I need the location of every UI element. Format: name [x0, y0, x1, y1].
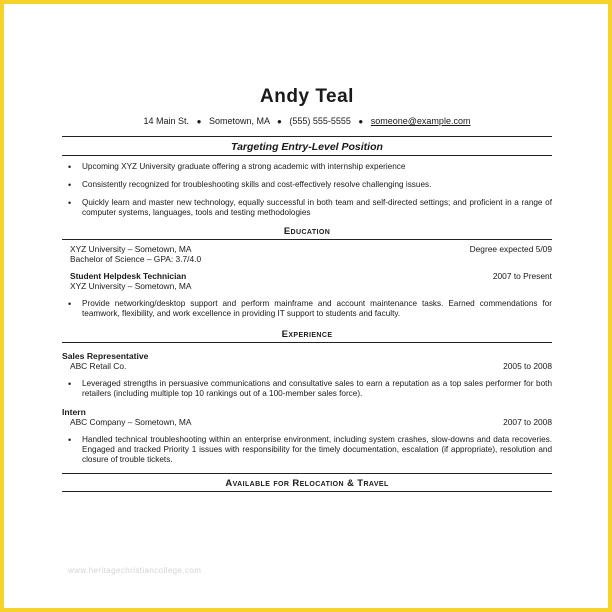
job-bullet: • Handled technical troubleshooting within an enterprise environment, including system crashes, slow-downs and data recoveries. Engaged and tracked Priority 1 issues with responsibility for the timely documentation, escalation (if appropriate), resolution and closure of trouble tickets.: [62, 435, 552, 465]
helpdesk-date: 2007 to Present: [492, 271, 552, 281]
job-title: Sales Representative: [62, 351, 149, 361]
separator-dot-icon: ●: [196, 117, 202, 126]
address: 14 Main St.: [143, 116, 190, 126]
job-company: ABC Retail Co.: [70, 361, 127, 371]
city: Sometown, MA: [208, 116, 270, 126]
helpdesk-bullet: • Provide networking/desktop support and perform mainframe and account maintenance tasks. Earned commendations for teamwork, flexibility, and work excellence in providing IT support to students and faculty.: [62, 299, 552, 319]
job-title: Intern: [62, 407, 86, 417]
helpdesk-title: Student Helpdesk Technician: [70, 271, 187, 281]
helpdesk-bullets: [62, 299, 552, 319]
job-company: ABC Company – Sometown, MA: [70, 417, 192, 427]
separator-dot-icon: ●: [276, 117, 282, 126]
job-entry: [62, 351, 552, 399]
contact-line: [62, 116, 552, 126]
degree: Bachelor of Science – GPA: 3.7/4.0: [70, 254, 202, 264]
objective-bullet: • Quickly learn and master new technology, equally successful in both team and self-directed settings; and proficient in a range of computer systems, languages, tools and testing methodologies: [62, 198, 552, 218]
job-dates: 2007 to 2008: [503, 417, 552, 427]
objective-bullets: [62, 162, 552, 218]
divider: [62, 155, 552, 156]
availability-title: Available for Relocation & Travel: [225, 478, 389, 489]
objective-title: Targeting Entry-Level Position: [231, 141, 383, 153]
job-bullets: [62, 379, 552, 399]
job-company-row: [62, 417, 552, 427]
objective-bullet: • Consistently recognized for troubleshooting skills and cost-effectively resolve challenging issues.: [62, 180, 552, 190]
resume-document: [62, 86, 552, 492]
divider: [62, 136, 552, 137]
divider: [62, 473, 552, 474]
separator-dot-icon: ●: [358, 117, 364, 126]
education-degree-row: [62, 254, 552, 264]
helpdesk-title-row: [62, 271, 552, 281]
job-entry: [62, 407, 552, 465]
education-title: Education: [283, 226, 331, 237]
candidate-name: Andy Teal: [260, 86, 354, 107]
experience-title: Experience: [281, 329, 333, 340]
education-school-row: [62, 244, 552, 254]
divider: [62, 342, 552, 343]
job-company-row: [62, 361, 552, 371]
phone: (555) 555-5555: [289, 116, 351, 126]
helpdesk-place: XYZ University – Sometown, MA: [70, 281, 192, 291]
divider: [62, 491, 552, 492]
job-dates: 2005 to 2008: [503, 361, 552, 371]
school-name: XYZ University – Sometown, MA: [70, 244, 192, 254]
job-bullets: [62, 435, 552, 465]
degree-date: Degree expected 5/09: [469, 244, 552, 254]
divider: [62, 239, 552, 240]
job-bullet: • Leveraged strengths in persuasive communications and consultative sales to earn a reputation as a top sales performer for both retailers (including multiple top 10 rankings out of a 100-member sales force).: [62, 379, 552, 399]
email-link[interactable]: someone@example.com: [370, 116, 471, 126]
objective-bullet: • Upcoming XYZ University graduate offering a strong academic with internship experience: [62, 162, 552, 172]
watermark-text: www.heritagechristiancollege.com: [68, 566, 202, 575]
